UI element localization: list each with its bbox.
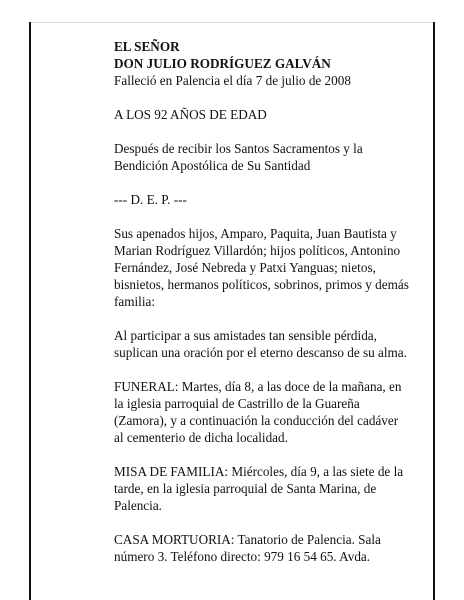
rip-line: [114, 191, 414, 208]
age-text: A LOS 92 AÑOS DE EDAD: [114, 107, 267, 122]
family-line-2: Marian Rodríguez Villardón; hijos políticos, Antonino: [114, 243, 401, 258]
funeral-line-2: la iglesia parroquial de Castrillo de la Guareña: [114, 396, 360, 411]
mortuary-paragraph: [114, 531, 414, 565]
family-line-5: familia:: [114, 294, 156, 309]
funeral-line-3: (Zamora), y a continuación la conducción del cadáver: [114, 413, 399, 428]
family-mass-paragraph: [114, 463, 414, 514]
request-paragraph: [114, 327, 414, 361]
funeral-line-1: FUNERAL: Martes, día 8, a las doce de la mañana, en: [114, 379, 402, 394]
family-mass-line-3: Palencia.: [114, 498, 162, 513]
deceased-header: [114, 38, 414, 89]
death-notice: Falleció en Palencia el día 7 de julio de 2008: [114, 73, 351, 88]
family-line-3: Fernández, José Nebreda y Patxi Yanguas; nietos,: [114, 260, 376, 275]
request-line-2: suplican una oración por el eterno descanso de su alma.: [114, 345, 407, 360]
family-paragraph: [114, 225, 414, 310]
deceased-name: DON JULIO RODRÍGUEZ GALVÁN: [114, 56, 331, 71]
sacraments-paragraph: [114, 140, 414, 174]
mortuary-line-2: número 3. Teléfono directo: 979 16 54 65. Avda.: [114, 549, 371, 564]
right-border-line: [433, 22, 435, 600]
sacraments-line-2: Bendición Apostólica de Su Santidad: [114, 158, 311, 173]
mortuary-line-1: CASA MORTUORIA: Tanatorio de Palencia. Sala: [114, 532, 381, 547]
age-line: [114, 106, 414, 123]
left-border-line: [29, 22, 31, 600]
sacraments-line-1: Después de recibir los Santos Sacramentos y la: [114, 141, 363, 156]
family-mass-line-1: MISA DE FAMILIA: Miércoles, día 9, a las siete de la: [114, 464, 404, 479]
honorific: EL SEÑOR: [114, 39, 180, 54]
funeral-line-4: al cementerio de dicha localidad.: [114, 430, 288, 445]
family-line-1: Sus apenados hijos, Amparo, Paquita, Juan Bautista y: [114, 226, 397, 241]
request-line-1: Al participar a sus amistades tan sensible pérdida,: [114, 328, 377, 343]
family-mass-line-2: tarde, en la iglesia parroquial de Santa Marina, de: [114, 481, 377, 496]
funeral-paragraph: [114, 378, 414, 446]
family-line-4: bisnietos, hermanos políticos, sobrinos, primos y demás: [114, 277, 409, 292]
top-border-line: [29, 22, 435, 23]
rip-text: --- D. E. P. ---: [114, 192, 187, 207]
obituary-text: [114, 38, 414, 582]
